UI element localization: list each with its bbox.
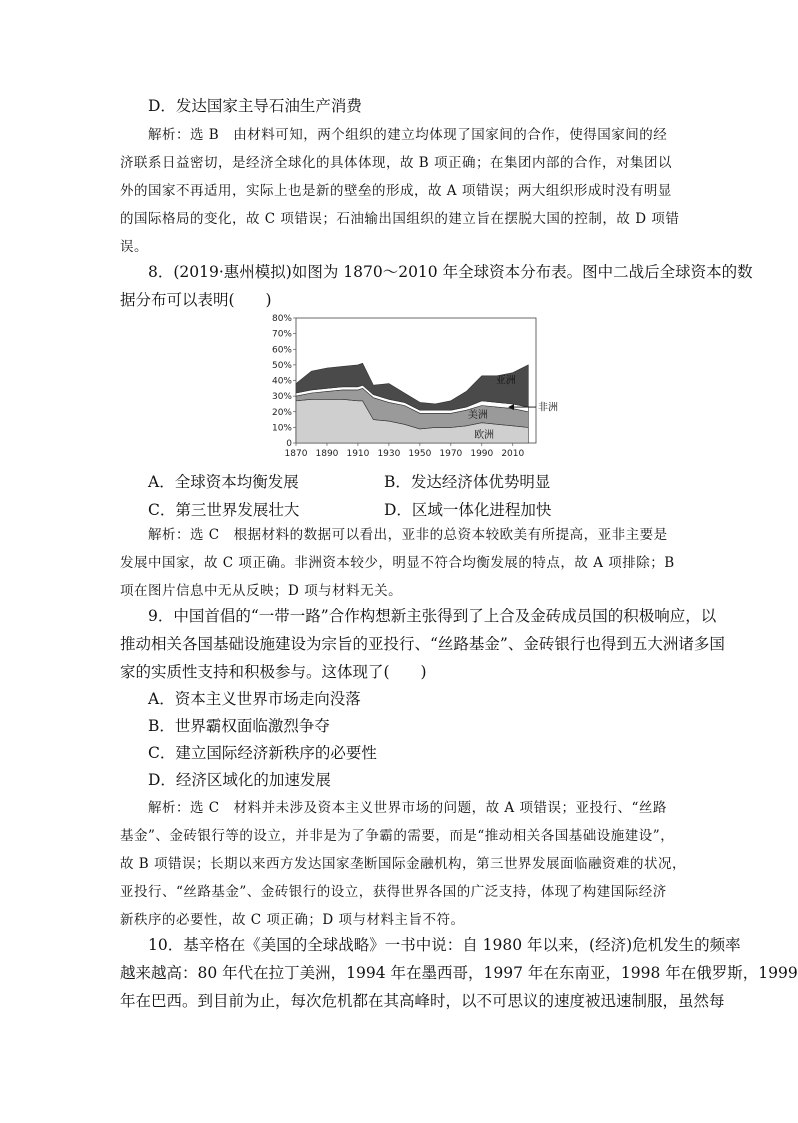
label-europe: 欧洲: [474, 430, 495, 442]
q9-explanation-line-3: 故 B 项错误；长期以来西方发达国家垄断国际金融机构，第三世界发展面临融资难的状况，: [120, 856, 687, 872]
x-tick-label: 2010: [501, 449, 525, 459]
q8-explanation-line-3: 项在图片信息中无从反映；D 项与材料无关。: [120, 583, 403, 599]
q7-explanation-line-1: 解析：选 B 由材料可知，两个组织的建立均体现了国家间的合作，使得国家间的经: [148, 127, 668, 143]
q7-explanation-line-3: 外的国家不再适用，实际上也是新的壁垒的形成，故 A 项错误；两大组织形成时没有明显: [120, 183, 672, 199]
q7-explanation-line-2: 济联系日益密切，是经济全球化的具体体现，故 B 项正确；在集团内部的合作，对集团以: [120, 155, 673, 171]
x-tick-label: 1990: [470, 449, 494, 459]
q7-explanation-line-5: 误。: [120, 239, 148, 255]
capital-distribution-chart: [268, 310, 558, 459]
q8-option-c: C．第三世界发展壮大: [148, 501, 300, 519]
x-tick-label: 1870: [284, 449, 308, 459]
y-tick-label: 20%: [271, 407, 292, 418]
q8-stem-line-2: 据分布可以表明( ): [120, 291, 272, 309]
x-tick-label: 1890: [315, 449, 339, 459]
x-tick-label: 1970: [439, 449, 463, 459]
x-tick-label: 1930: [377, 449, 401, 459]
q8-explanation-line-2: 发展中国家，故 C 项正确。非洲资本较少，明显不符合均衡发展的特点，故 A 项排除；B: [120, 555, 675, 571]
x-tick-label: 1910: [346, 449, 370, 459]
q10-stem-line-3: 年在巴西。到目前为止，每次危机都在其高峰时，以不可思议的速度被迅速制服，虽然每: [120, 992, 725, 1010]
y-tick-label: 30%: [271, 392, 292, 403]
label-asia: 亚洲: [495, 375, 516, 387]
y-tick-label: 40%: [271, 376, 292, 387]
q8-option-a: A．全球资本均衡发展: [148, 473, 299, 491]
q9-explanation-line-5: 新秩序的必要性，故 C 项正确；D 项与材料主旨不符。: [120, 912, 465, 928]
q10-stem-line-1: 10．基辛格在《美国的全球战略》一书中说：自 1980 年以来，(经济)危机发生的频率: [148, 936, 741, 954]
q9-option-a: A．资本主义世界市场走向没落: [148, 690, 361, 708]
q8-option-b: B．发达经济体优势明显: [384, 473, 551, 491]
y-tick-label: 50%: [271, 360, 292, 371]
q9-option-c: C．建立国际经济新秩序的必要性: [148, 744, 377, 762]
q8-explanation-line-1: 解析：选 C 根据材料的数据可以看出，亚非的总资本较欧美有所提高，亚非主要是: [148, 527, 668, 543]
x-tick-label: 1950: [408, 449, 432, 459]
q9-option-b: B．世界霸权面临激烈争夺: [148, 717, 330, 735]
label-america: 美洲: [467, 409, 488, 421]
q7-explanation-line-4: 的国际格局的变化，故 C 项错误；石油输出国组织的建立旨在摆脱大国的控制，故 D 项错: [120, 211, 680, 227]
q9-explanation-line-4: 亚投行、“丝路基金”、金砖银行的设立，获得世界各国的广泛支持，体现了构建国际经济: [120, 884, 667, 900]
y-tick-label: 10%: [271, 423, 292, 434]
y-tick-label: 70%: [271, 329, 292, 340]
y-tick-label: 60%: [271, 345, 292, 356]
q10-stem-line-2: 越来越高：80 年代在拉丁美洲，1994 年在墨西哥，1997 年在东南亚，1998 年在俄罗斯，1999: [120, 964, 798, 982]
q8-stem-line-1: 8．(2019·惠州模拟)如图为 1870～2010 年全球资本分布表。图中二战后全球资本的数: [148, 263, 753, 281]
q9-stem-line-3: 家的实质性支持和积极参与。这体现了( ): [120, 663, 427, 681]
q7-option-d: D．发达国家主导石油生产消费: [148, 97, 362, 115]
q9-stem-line-1: 9．中国首倡的“一带一路”合作构想新主张得到了上合及金砖成员国的积极响应，以: [148, 607, 717, 625]
q9-explanation-line-1: 解析：选 C 材料并未涉及资本主义世界市场的问题，故 A 项错误；亚投行、“丝路: [148, 800, 667, 816]
q9-option-d: D．经济区域化的加速发展: [148, 771, 331, 789]
label-africa: 非洲: [538, 402, 558, 414]
y-tick-label: 80%: [271, 314, 292, 324]
q8-option-d: D．区域一体化进程加快: [384, 501, 552, 519]
q9-stem-line-2: 推动相关各国基础设施建设为宗旨的亚投行、“丝路基金”、金砖银行也得到五大洲诸多国: [120, 635, 725, 653]
y-tick-label: 0: [286, 439, 292, 449]
chart-svg: [268, 310, 558, 459]
q9-explanation-line-2: 基金”、金砖银行等的设立，并非是为了争霸的需要，而是“推动相关各国基础设施建设”，: [120, 828, 675, 844]
